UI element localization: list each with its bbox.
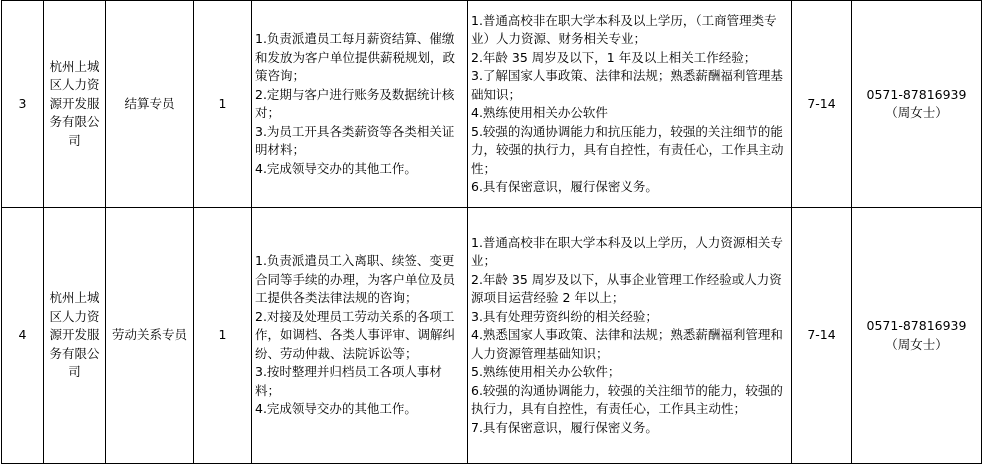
headcount: 1 [194,208,252,464]
company-name: 杭州上城区人力资源开发服务有限公司 [44,1,106,208]
contact-phone: 0571-87816939 [866,86,967,102]
requirement-item: 2.年龄 35 周岁及以下，1 年及以上相关工作经验； [471,49,757,65]
job-requirements [468,208,792,464]
requirement-item: 2.年龄 35 周岁及以下，从事企业管理工作经验或人力资源项目运营经验 2 年以上； [471,271,782,306]
row-index: 4 [2,208,44,464]
duty-item: 4.完成领导交办的其他工作。 [255,160,417,176]
duty-item: 2.对接及处理员工劳动关系的各项工作，如调档、各类人事评审、调解纠纷、劳动仲裁、法院诉讼等； [255,308,456,361]
requirement-item: 1.普通高校非在职大学本科及以上学历，人力资源相关专业； [471,234,783,269]
position-title: 结算专员 [106,1,194,208]
row-index: 3 [2,1,44,208]
contact-person: （周女士） [885,336,948,352]
requirement-item: 7.具有保密意识，履行保密义务。 [471,419,658,435]
requirement-item: 6.具有保密意识，履行保密义务。 [471,179,658,194]
job-listing-table [1,0,982,464]
requirement-item: 4.熟悉国家人事政策、法律和法规；熟悉薪酬福利管理和人力资源管理基础知识； [471,327,783,361]
requirement-item: 5.熟练使用相关办公软件； [471,364,621,380]
duty-item: 4.完成领导交办的其他工作。 [255,401,417,417]
duty-item: 1.负责派遣员工每月薪资结算、催缴和发放为客户单位提供薪税规划，政策咨询； [255,31,456,83]
company-name: 杭州上城区人力资源开发服务有限公司 [44,208,106,464]
contact-info [852,208,982,464]
job-requirements [468,1,792,208]
requirement-item: 4.熟练使用相关办公软件 [471,105,608,120]
duty-item: 3.为员工开具各类薪资等各类相关证明材料； [255,123,455,157]
duty-item: 2.定期与客户进行账务及数据统计核对； [255,86,455,120]
requirement-item: 3.具有处理劳资纠纷的相关经验； [471,308,658,324]
contact-info [852,1,982,208]
requirement-item: 3.了解国家人事政策、法律和法规；熟悉薪酬福利管理基础知识； [471,68,783,102]
requirement-item: 5.较强的沟通协调能力和抗压能力，较强的关注细节的能力，较强的执行力，具有自控性，有责任心，工作具主动性； [471,123,784,176]
requirement-item: 1.普通高校非在职大学本科及以上学历，（工商管理类专业）人力资源、财务相关专业； [471,12,777,46]
table-row [2,1,982,208]
contact-person: （周女士） [885,105,948,120]
headcount: 1 [194,1,252,208]
job-duties [252,1,468,208]
position-title: 劳动关系专员 [106,208,194,464]
job-duties [252,208,468,464]
salary-range: 7-14 [792,1,852,208]
duty-item: 1.负责派遣员工入离职、续签、变更合同等手续的办理，为客户单位及员工提供各类法律法规的咨询； [255,253,456,306]
requirement-item: 6.较强的沟通协调能力，较强的关注细节的能力，较强的执行力，具有自控性，有责任心，工作具主动性； [471,382,783,417]
duty-item: 3.按时整理并归档员工各项人事材料； [255,364,442,398]
salary-range: 7-14 [792,208,852,464]
contact-phone: 0571-87816939 [866,318,967,333]
table-row [2,208,982,464]
